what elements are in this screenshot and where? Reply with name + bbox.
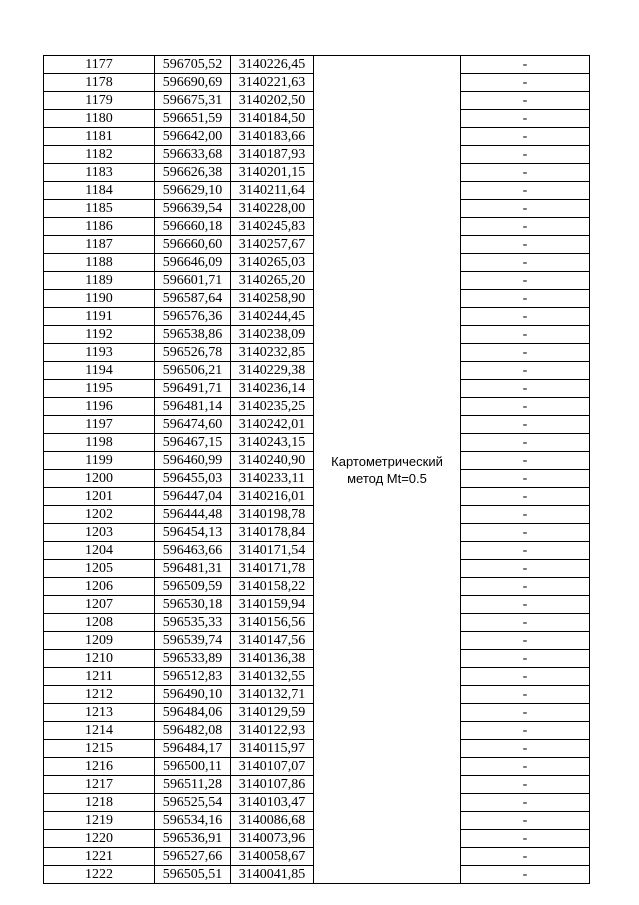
point-number-cell: 1185 bbox=[44, 200, 155, 218]
accuracy-cell: - bbox=[461, 668, 590, 686]
x-coordinate-cell: 596633,68 bbox=[155, 146, 231, 164]
point-number-cell: 1187 bbox=[44, 236, 155, 254]
y-coordinate-cell: 3140103,47 bbox=[231, 794, 314, 812]
point-number-cell: 1179 bbox=[44, 92, 155, 110]
accuracy-cell: - bbox=[461, 434, 590, 452]
x-coordinate-cell: 596474,60 bbox=[155, 416, 231, 434]
accuracy-cell: - bbox=[461, 632, 590, 650]
y-coordinate-cell: 3140244,45 bbox=[231, 308, 314, 326]
accuracy-cell: - bbox=[461, 524, 590, 542]
accuracy-cell: - bbox=[461, 776, 590, 794]
point-number-cell: 1221 bbox=[44, 848, 155, 866]
point-number-cell: 1206 bbox=[44, 578, 155, 596]
y-coordinate-cell: 3140178,84 bbox=[231, 524, 314, 542]
point-number-cell: 1217 bbox=[44, 776, 155, 794]
y-coordinate-cell: 3140132,71 bbox=[231, 686, 314, 704]
y-coordinate-cell: 3140132,55 bbox=[231, 668, 314, 686]
accuracy-cell: - bbox=[461, 452, 590, 470]
accuracy-cell: - bbox=[461, 128, 590, 146]
point-number-cell: 1197 bbox=[44, 416, 155, 434]
y-coordinate-cell: 3140265,03 bbox=[231, 254, 314, 272]
point-number-cell: 1199 bbox=[44, 452, 155, 470]
method-line-1: Картометрический bbox=[331, 453, 443, 469]
point-number-cell: 1207 bbox=[44, 596, 155, 614]
point-number-cell: 1192 bbox=[44, 326, 155, 344]
y-coordinate-cell: 3140147,56 bbox=[231, 632, 314, 650]
point-number-cell: 1188 bbox=[44, 254, 155, 272]
y-coordinate-cell: 3140258,90 bbox=[231, 290, 314, 308]
point-number-cell: 1180 bbox=[44, 110, 155, 128]
point-number-cell: 1196 bbox=[44, 398, 155, 416]
x-coordinate-cell: 596460,99 bbox=[155, 452, 231, 470]
y-coordinate-cell: 3140229,38 bbox=[231, 362, 314, 380]
x-coordinate-cell: 596526,78 bbox=[155, 344, 231, 362]
point-number-cell: 1202 bbox=[44, 506, 155, 524]
y-coordinate-cell: 3140107,07 bbox=[231, 758, 314, 776]
accuracy-cell: - bbox=[461, 812, 590, 830]
x-coordinate-cell: 596642,00 bbox=[155, 128, 231, 146]
accuracy-cell: - bbox=[461, 218, 590, 236]
x-coordinate-cell: 596505,51 bbox=[155, 866, 231, 884]
point-number-cell: 1208 bbox=[44, 614, 155, 632]
accuracy-cell: - bbox=[461, 254, 590, 272]
accuracy-cell: - bbox=[461, 380, 590, 398]
x-coordinate-cell: 596539,74 bbox=[155, 632, 231, 650]
accuracy-cell: - bbox=[461, 56, 590, 74]
point-number-cell: 1212 bbox=[44, 686, 155, 704]
x-coordinate-cell: 596527,66 bbox=[155, 848, 231, 866]
point-number-cell: 1215 bbox=[44, 740, 155, 758]
y-coordinate-cell: 3140156,56 bbox=[231, 614, 314, 632]
point-number-cell: 1213 bbox=[44, 704, 155, 722]
y-coordinate-cell: 3140115,97 bbox=[231, 740, 314, 758]
accuracy-cell: - bbox=[461, 236, 590, 254]
x-coordinate-cell: 596455,03 bbox=[155, 470, 231, 488]
y-coordinate-cell: 3140198,78 bbox=[231, 506, 314, 524]
accuracy-cell: - bbox=[461, 794, 590, 812]
y-coordinate-cell: 3140226,45 bbox=[231, 56, 314, 74]
x-coordinate-cell: 596509,59 bbox=[155, 578, 231, 596]
x-coordinate-cell: 596690,69 bbox=[155, 74, 231, 92]
accuracy-cell: - bbox=[461, 686, 590, 704]
x-coordinate-cell: 596534,16 bbox=[155, 812, 231, 830]
point-number-cell: 1211 bbox=[44, 668, 155, 686]
y-coordinate-cell: 3140257,67 bbox=[231, 236, 314, 254]
point-number-cell: 1194 bbox=[44, 362, 155, 380]
accuracy-cell: - bbox=[461, 722, 590, 740]
point-number-cell: 1178 bbox=[44, 74, 155, 92]
accuracy-cell: - bbox=[461, 614, 590, 632]
accuracy-cell: - bbox=[461, 290, 590, 308]
point-number-cell: 1186 bbox=[44, 218, 155, 236]
point-number-cell: 1193 bbox=[44, 344, 155, 362]
accuracy-cell: - bbox=[461, 596, 590, 614]
x-coordinate-cell: 596675,31 bbox=[155, 92, 231, 110]
y-coordinate-cell: 3140086,68 bbox=[231, 812, 314, 830]
accuracy-cell: - bbox=[461, 164, 590, 182]
x-coordinate-cell: 596482,08 bbox=[155, 722, 231, 740]
point-number-cell: 1205 bbox=[44, 560, 155, 578]
point-number-cell: 1203 bbox=[44, 524, 155, 542]
y-coordinate-cell: 3140184,50 bbox=[231, 110, 314, 128]
x-coordinate-cell: 596660,60 bbox=[155, 236, 231, 254]
y-coordinate-cell: 3140159,94 bbox=[231, 596, 314, 614]
y-coordinate-cell: 3140201,15 bbox=[231, 164, 314, 182]
accuracy-cell: - bbox=[461, 74, 590, 92]
y-coordinate-cell: 3140243,15 bbox=[231, 434, 314, 452]
accuracy-cell: - bbox=[461, 650, 590, 668]
y-coordinate-cell: 3140171,78 bbox=[231, 560, 314, 578]
accuracy-cell: - bbox=[461, 560, 590, 578]
y-coordinate-cell: 3140240,90 bbox=[231, 452, 314, 470]
coordinates-table bbox=[43, 55, 590, 884]
x-coordinate-cell: 596626,38 bbox=[155, 164, 231, 182]
method-cell bbox=[314, 56, 461, 884]
point-number-cell: 1222 bbox=[44, 866, 155, 884]
point-number-cell: 1189 bbox=[44, 272, 155, 290]
point-number-cell: 1181 bbox=[44, 128, 155, 146]
y-coordinate-cell: 3140107,86 bbox=[231, 776, 314, 794]
accuracy-cell: - bbox=[461, 326, 590, 344]
y-coordinate-cell: 3140211,64 bbox=[231, 182, 314, 200]
x-coordinate-cell: 596447,04 bbox=[155, 488, 231, 506]
x-coordinate-cell: 596484,17 bbox=[155, 740, 231, 758]
point-number-cell: 1177 bbox=[44, 56, 155, 74]
point-number-cell: 1201 bbox=[44, 488, 155, 506]
y-coordinate-cell: 3140233,11 bbox=[231, 470, 314, 488]
point-number-cell: 1198 bbox=[44, 434, 155, 452]
y-coordinate-cell: 3140171,54 bbox=[231, 542, 314, 560]
point-number-cell: 1219 bbox=[44, 812, 155, 830]
y-coordinate-cell: 3140235,25 bbox=[231, 398, 314, 416]
accuracy-cell: - bbox=[461, 830, 590, 848]
accuracy-cell: - bbox=[461, 470, 590, 488]
x-coordinate-cell: 596705,52 bbox=[155, 56, 231, 74]
accuracy-cell: - bbox=[461, 416, 590, 434]
x-coordinate-cell: 596467,15 bbox=[155, 434, 231, 452]
x-coordinate-cell: 596463,66 bbox=[155, 542, 231, 560]
x-coordinate-cell: 596500,11 bbox=[155, 758, 231, 776]
x-coordinate-cell: 596506,21 bbox=[155, 362, 231, 380]
y-coordinate-cell: 3140058,67 bbox=[231, 848, 314, 866]
x-coordinate-cell: 596512,83 bbox=[155, 668, 231, 686]
x-coordinate-cell: 596530,18 bbox=[155, 596, 231, 614]
y-coordinate-cell: 3140242,01 bbox=[231, 416, 314, 434]
point-number-cell: 1218 bbox=[44, 794, 155, 812]
x-coordinate-cell: 596536,91 bbox=[155, 830, 231, 848]
x-coordinate-cell: 596651,59 bbox=[155, 110, 231, 128]
accuracy-cell: - bbox=[461, 542, 590, 560]
y-coordinate-cell: 3140073,96 bbox=[231, 830, 314, 848]
y-coordinate-cell: 3140232,85 bbox=[231, 344, 314, 362]
y-coordinate-cell: 3140122,93 bbox=[231, 722, 314, 740]
point-number-cell: 1182 bbox=[44, 146, 155, 164]
point-number-cell: 1214 bbox=[44, 722, 155, 740]
accuracy-cell: - bbox=[461, 110, 590, 128]
accuracy-cell: - bbox=[461, 740, 590, 758]
x-coordinate-cell: 596646,09 bbox=[155, 254, 231, 272]
x-coordinate-cell: 596490,10 bbox=[155, 686, 231, 704]
y-coordinate-cell: 3140136,38 bbox=[231, 650, 314, 668]
point-number-cell: 1184 bbox=[44, 182, 155, 200]
point-number-cell: 1195 bbox=[44, 380, 155, 398]
x-coordinate-cell: 596533,89 bbox=[155, 650, 231, 668]
accuracy-cell: - bbox=[461, 848, 590, 866]
accuracy-cell: - bbox=[461, 398, 590, 416]
y-coordinate-cell: 3140265,20 bbox=[231, 272, 314, 290]
accuracy-cell: - bbox=[461, 866, 590, 884]
x-coordinate-cell: 596576,36 bbox=[155, 308, 231, 326]
accuracy-cell: - bbox=[461, 488, 590, 506]
y-coordinate-cell: 3140221,63 bbox=[231, 74, 314, 92]
x-coordinate-cell: 596511,28 bbox=[155, 776, 231, 794]
y-coordinate-cell: 3140236,14 bbox=[231, 380, 314, 398]
x-coordinate-cell: 596525,54 bbox=[155, 794, 231, 812]
accuracy-cell: - bbox=[461, 146, 590, 164]
accuracy-cell: - bbox=[461, 506, 590, 524]
x-coordinate-cell: 596454,13 bbox=[155, 524, 231, 542]
accuracy-cell: - bbox=[461, 272, 590, 290]
y-coordinate-cell: 3140041,85 bbox=[231, 866, 314, 884]
x-coordinate-cell: 596660,18 bbox=[155, 218, 231, 236]
accuracy-cell: - bbox=[461, 362, 590, 380]
method-line-2: метод Mt=0.5 bbox=[347, 470, 427, 486]
x-coordinate-cell: 596481,31 bbox=[155, 560, 231, 578]
x-coordinate-cell: 596601,71 bbox=[155, 272, 231, 290]
x-coordinate-cell: 596535,33 bbox=[155, 614, 231, 632]
accuracy-cell: - bbox=[461, 182, 590, 200]
point-number-cell: 1204 bbox=[44, 542, 155, 560]
table-row bbox=[44, 56, 590, 74]
point-number-cell: 1220 bbox=[44, 830, 155, 848]
y-coordinate-cell: 3140216,01 bbox=[231, 488, 314, 506]
point-number-cell: 1183 bbox=[44, 164, 155, 182]
x-coordinate-cell: 596538,86 bbox=[155, 326, 231, 344]
x-coordinate-cell: 596491,71 bbox=[155, 380, 231, 398]
x-coordinate-cell: 596629,10 bbox=[155, 182, 231, 200]
y-coordinate-cell: 3140245,83 bbox=[231, 218, 314, 236]
y-coordinate-cell: 3140187,93 bbox=[231, 146, 314, 164]
accuracy-cell: - bbox=[461, 200, 590, 218]
accuracy-cell: - bbox=[461, 578, 590, 596]
x-coordinate-cell: 596481,14 bbox=[155, 398, 231, 416]
point-number-cell: 1200 bbox=[44, 470, 155, 488]
y-coordinate-cell: 3140158,22 bbox=[231, 578, 314, 596]
point-number-cell: 1190 bbox=[44, 290, 155, 308]
y-coordinate-cell: 3140202,50 bbox=[231, 92, 314, 110]
accuracy-cell: - bbox=[461, 344, 590, 362]
coordinates-table-body bbox=[44, 56, 590, 884]
accuracy-cell: - bbox=[461, 308, 590, 326]
point-number-cell: 1210 bbox=[44, 650, 155, 668]
accuracy-cell: - bbox=[461, 704, 590, 722]
x-coordinate-cell: 596444,48 bbox=[155, 506, 231, 524]
y-coordinate-cell: 3140129,59 bbox=[231, 704, 314, 722]
point-number-cell: 1216 bbox=[44, 758, 155, 776]
accuracy-cell: - bbox=[461, 758, 590, 776]
y-coordinate-cell: 3140228,00 bbox=[231, 200, 314, 218]
point-number-cell: 1191 bbox=[44, 308, 155, 326]
y-coordinate-cell: 3140183,66 bbox=[231, 128, 314, 146]
y-coordinate-cell: 3140238,09 bbox=[231, 326, 314, 344]
x-coordinate-cell: 596484,06 bbox=[155, 704, 231, 722]
accuracy-cell: - bbox=[461, 92, 590, 110]
x-coordinate-cell: 596639,54 bbox=[155, 200, 231, 218]
x-coordinate-cell: 596587,64 bbox=[155, 290, 231, 308]
point-number-cell: 1209 bbox=[44, 632, 155, 650]
